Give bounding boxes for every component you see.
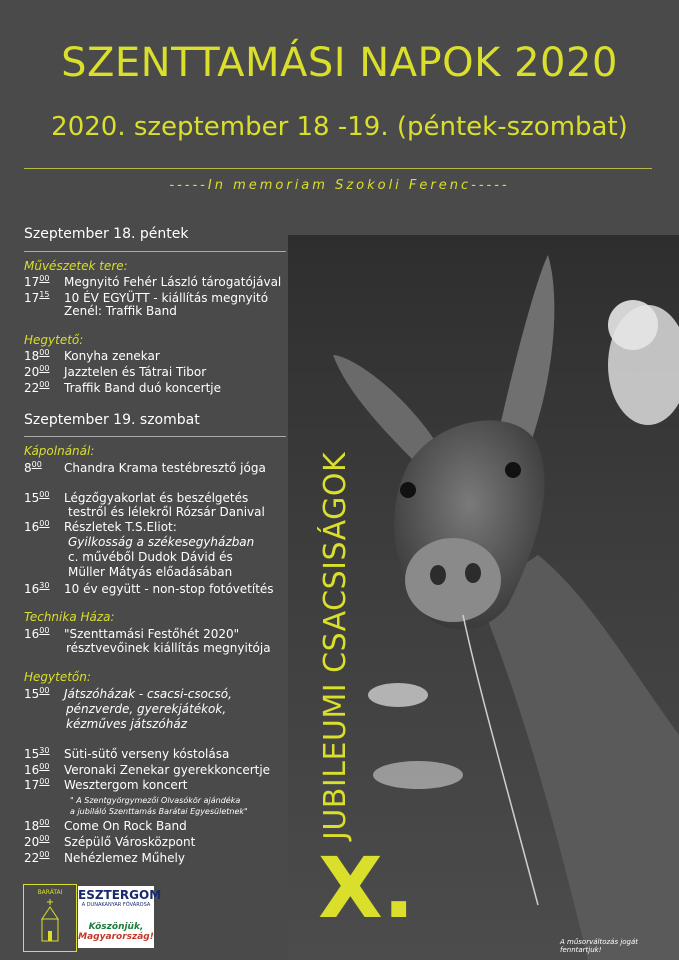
section-title: Hegytető: xyxy=(24,333,84,347)
section-title: Hegytetőn: xyxy=(24,670,91,684)
schedule-continuation: résztvevőinek kiállítás megnyitója xyxy=(66,641,271,655)
schedule-row: $16^{00}$ Részletek T.S.Eliot: xyxy=(24,519,177,534)
day1-heading: Szeptember 18. péntek xyxy=(24,226,189,242)
schedule-row: $17^{00}$ Megnyitó Fehér László tárogatójával xyxy=(24,274,282,289)
divider xyxy=(24,168,652,169)
memoriam-line: -----In memoriam Szokoli Ferenc----- xyxy=(169,178,510,193)
schedule-continuation: kézműves játszóház xyxy=(66,717,188,731)
poster-dates: 2020. szeptember 18 -19. (péntek-szombat) xyxy=(51,112,628,142)
schedule-continuation: testről és lélekről Rózsár Danival xyxy=(68,505,265,519)
church-icon xyxy=(24,885,76,951)
schedule-continuation: Zenél: Traffik Band xyxy=(64,304,177,318)
divider xyxy=(24,251,286,252)
day2-heading: Szeptember 19. szombat xyxy=(24,412,200,428)
schedule-row: $22^{00}$ Nehézlemez Műhely xyxy=(24,850,185,865)
schedule-row: $20^{00}$ Szépülő Városközpont xyxy=(24,834,196,849)
schedule-row: $15^{00}$ Légzőgyakorlat és beszélgetés xyxy=(24,490,249,505)
schedule-row: $20^{00}$ Jazztelen és Tátrai Tibor xyxy=(24,364,207,379)
schedule-row: $18^{00}$ Come On Rock Band xyxy=(24,818,187,833)
sponsor-note: " A Szentgyörgymezői Olvasókör ajándéka xyxy=(70,796,241,805)
schedule-continuation: c. művéből Dudok Dávid és xyxy=(68,550,233,564)
esztergom-logo: ESZTERGOM A DUNAKANYAR FŐVÁROSA Köszönjük, Magyarország! xyxy=(78,886,154,948)
schedule-row: $17^{15}$ 10 ÉV EGYÜTT - kiállítás megnyitó xyxy=(24,290,269,305)
poster-title: SZENTTAMÁSI NAPOK 2020 xyxy=(61,40,618,86)
sponsor-note: a jubiláló Szenttamás Barátai Egyesületnek" xyxy=(70,807,248,816)
svg-text:BARÁTAI: BARÁTAI xyxy=(37,889,63,896)
schedule-continuation: Müller Mátyás előadásában xyxy=(68,565,233,579)
schedule-continuation: Gyilkosság a székesegyházban xyxy=(68,535,255,549)
schedule-row: $15^{30}$ Süti-sütő verseny kóstolása xyxy=(24,746,230,761)
program-change-note: A műsorváltozás jogát fenntartjuk! xyxy=(560,938,639,954)
schedule-continuation: pénzverde, gyerekjátékok, xyxy=(66,702,227,716)
divider xyxy=(24,436,286,437)
big-x-numeral: X. xyxy=(318,839,415,937)
section-title: Technika Háza: xyxy=(24,610,115,624)
schedule-row: $16^{00}$ "Szenttamási Festőhét 2020" xyxy=(24,626,240,641)
section-title: Kápolnánál: xyxy=(24,444,95,458)
section-title: Művészetek tere: xyxy=(24,259,128,273)
schedule-row: $16^{00}$ Veronaki Zenekar gyerekkoncertje xyxy=(24,762,271,777)
schedule-row: $18^{00}$ Konyha zenekar xyxy=(24,348,160,363)
baratai-logo xyxy=(23,884,77,952)
schedule-row: $16^{30}$ 10 év együtt - non-stop fotóvetítés xyxy=(24,581,274,596)
schedule-row: $8^{00}$ Chandra Krama testébresztő jóga xyxy=(24,460,266,475)
jubilee-vertical-title: JUBILEUMI CSACSISÁGOK xyxy=(318,451,353,840)
schedule-row: $15^{00}$ Játszóházak - csacsi-csocsó, xyxy=(24,686,232,701)
schedule-row: $17^{00}$ Wesztergom koncert xyxy=(24,777,188,792)
schedule-row: $22^{00}$ Traffik Band duó koncertje xyxy=(24,380,222,395)
